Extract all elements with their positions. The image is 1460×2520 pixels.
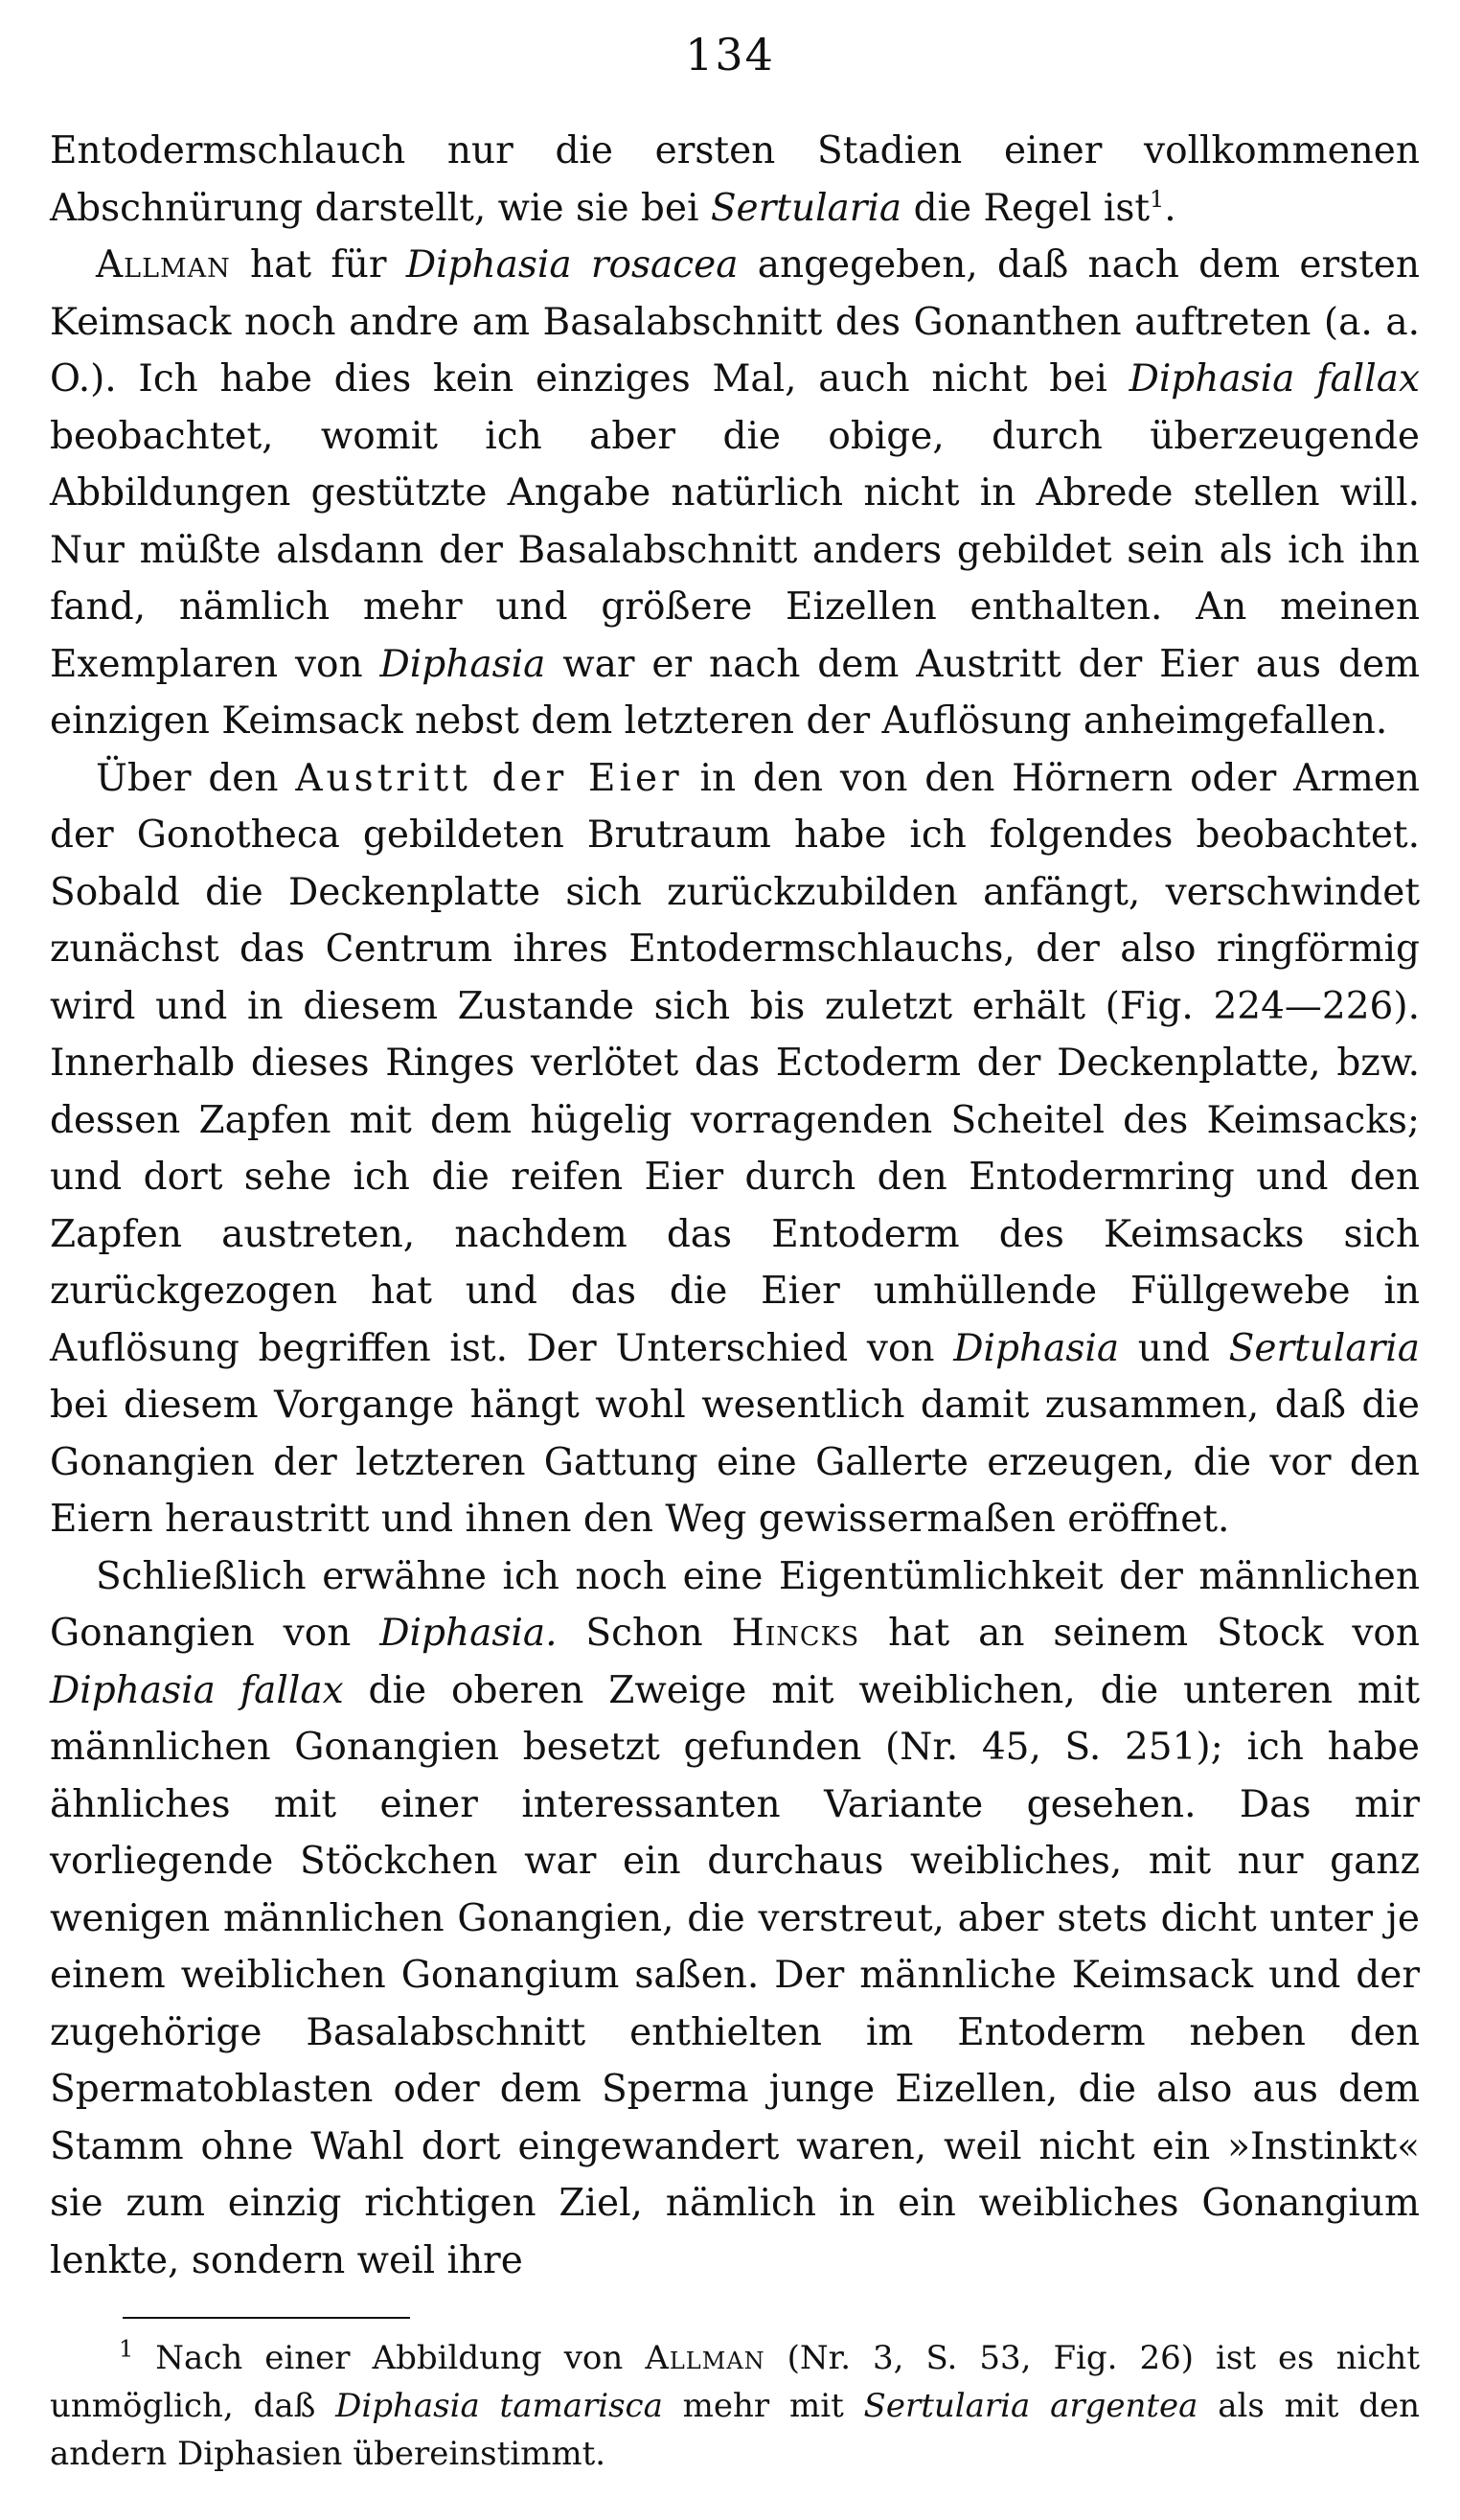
text-run: in den von den Hörnern oder Armen der Gonotheca gebildeten Brutraum habe ich folgendes beobachtet. Sobald die Deckenplatte sich zurückzubilden anfängt, verschwindet zunächst das Centrum ihres Entodermschlauchs, der also ringförmig wird und in diesem Zustande sich bis zuletzt erhält (Fig. 224—226). Innerhalb dieses Ringes verlötet das Ectoderm der Deckenplatte, bzw. dessen Zapfen mit dem hügelig vorragenden Scheitel des Keimsacks; und dort sehe ich die reifen Eier durch den Entodermring und den Zapfen austreten, nachdem das Entoderm des Keimsacks sich zurückgezogen hat und das die Eier umhüllende Füllgewebe in Auflösung begriffen ist. Der Unterschied von — [50, 756, 1421, 1370]
text-run: und — [1119, 1326, 1229, 1370]
text-run: die Regel ist — [901, 186, 1151, 230]
italic-run: Diphasia. — [379, 1612, 558, 1655]
text-run: Über den — [96, 756, 296, 800]
footnote-divider — [123, 2317, 410, 2319]
text-run: die oberen Zweige mit weiblichen, die unteren mit männlichen Gonangien besetzt gefunden (Nr. 45, S. 251); ich habe ähnliches mit einer interessanten Variante gesehen. Das mir vorliegende Stöckchen war ein durchaus weibliches, mit nur ganz wenigen männlichen Gonangien, die verstreut, aber stets dicht unter je einem weiblichen Gonangium saßen. Der männliche Keimsack und der zugehörige Basalabschnitt enthielten im Entoderm neben den Spermatoblasten oder dem Sperma junge Eizellen, die also aus dem Stamm ohne Wahl dort eingewandert waren, weil nicht ein »Instinkt« sie zum einzig richtigen Ziel, nämlich in ein weibliches Gonangium lenkte, sondern weil ihre — [50, 1668, 1420, 2282]
footnote-marker: 1 — [1150, 185, 1165, 213]
text-run: bei diesem Vorgange hängt wohl wesentlich damit zusammen, daß die Gonangien der letzteren Gattung eine Gallerte erzeugen, die vor den Eiern heraustritt und ihnen den Weg gewissermaßen eröffnet. — [50, 1384, 1420, 1541]
author-name: Allman — [96, 243, 231, 286]
text-run: hat an seinem Stock von — [859, 1612, 1420, 1655]
text-run: Entodermschlauch nur die ersten Stadien einer vollkommenen Abschnürung darstellt, wie sie bei — [50, 129, 1420, 230]
paragraph — [50, 123, 1420, 237]
paragraph — [50, 1548, 1420, 2290]
page-number: 134 — [685, 29, 775, 80]
text-run: Nach einer Abbildung von — [133, 2339, 646, 2377]
text-run: mehr mit — [662, 2387, 864, 2425]
italic-run: Diphasia tamarisca — [335, 2387, 663, 2425]
text-run: . — [1164, 186, 1176, 230]
paragraph — [50, 237, 1420, 750]
text-run: als mit den andern Diphasien übereinstimmt. — [50, 2387, 1420, 2473]
italic-run: Diphasia — [953, 1326, 1120, 1370]
italic-run: Sertularia — [1228, 1326, 1420, 1370]
author-name: Allman — [645, 2339, 765, 2377]
text-run: beobachtet, womit ich aber die obige, durch überzeugende Abbildungen gestützte Angabe natürlich nicht in Abrede stellen will. Nur müßte alsdann der Basalabschnitt anders gebildet sein als ich ihn fand, nämlich mehr und größere Eizellen enthalten. An meinen Exemplaren von — [50, 414, 1420, 686]
spaced-emphasis: Austritt der Eier — [295, 756, 683, 800]
italic-run: Diphasia fallax — [1129, 357, 1420, 401]
text-run: hat für — [230, 243, 406, 286]
italic-run: Sertularia argentea — [863, 2387, 1198, 2425]
italic-run: Diphasia — [379, 642, 546, 686]
italic-run: Diphasia fallax — [50, 1668, 344, 1712]
footnote-marker: 1 — [119, 2335, 134, 2363]
main-text — [50, 123, 1420, 2289]
text-run: angegeben, daß nach dem ersten Keimsack noch andre am Basalabschnitt des Gonanthen auftreten (a. a. O.). Ich habe dies kein einziges Mal, auch nicht bei — [50, 243, 1420, 401]
italic-run: Diphasia rosacea — [405, 243, 739, 286]
text-run: Schließlich erwähne ich noch eine Eigentümlichkeit der männlichen Gonangien von — [50, 1554, 1420, 1655]
text-run: (Nr. 3, S. 53, Fig. 26) ist es nicht unmöglich, daß — [50, 2339, 1420, 2425]
italic-run: Sertularia — [710, 186, 902, 230]
paragraph — [50, 750, 1420, 1548]
text-run: Schon — [557, 1612, 732, 1655]
footnote — [50, 2334, 1420, 2478]
text-run: war er nach dem Austritt der Eier aus dem einzigen Keimsack nebst dem letzteren der Auflösung anheimgefallen. — [50, 642, 1421, 743]
author-name: Hincks — [731, 1612, 860, 1655]
